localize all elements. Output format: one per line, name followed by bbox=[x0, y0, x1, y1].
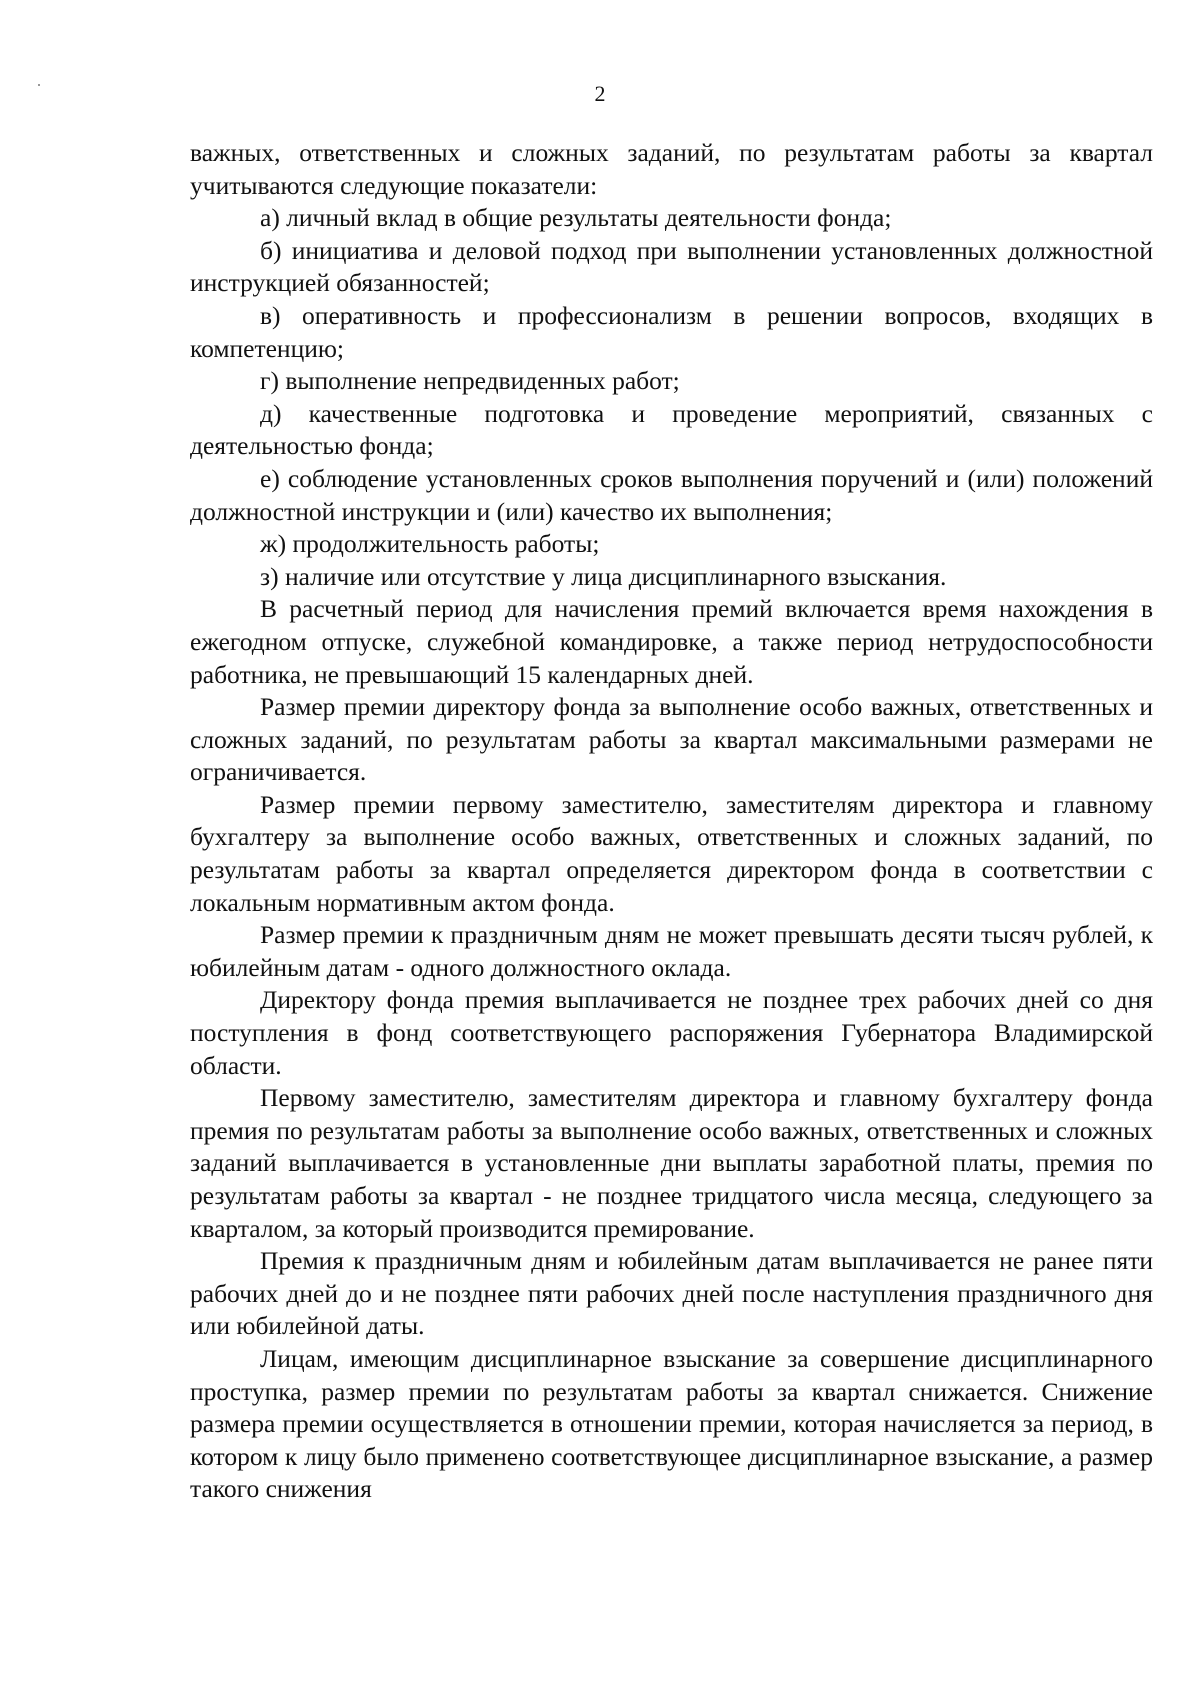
paragraph-holiday-payment-term: Премия к праздничным дням и юбилейным датам выплачивается не ранее пяти рабочих дней до и не позднее пяти рабочих дней после наступления праздничного дня или юбилейной даты. bbox=[190, 1246, 1153, 1341]
paragraph-deputies-payment-term: Первому заместителю, заместителям директора и главному бухгалтеру фонда премия по результатам работы за выполнение особо важных, ответственных и сложных заданий выплачивается в установленные дни выплаты заработной платы, премия по результатам работы за квартал - не позднее тридцатого числа месяца, следующего за кварталом, за который производится премирование. bbox=[190, 1083, 1153, 1243]
list-item-d: д) качественные подготовка и проведение мероприятий, связанных с деятельностью фонда; bbox=[190, 398, 1153, 461]
paragraph-director-payment-term: Директору фонда премия выплачивается не позднее трех рабочих дней со дня поступления в фонд соответствующего распоряжения Губернатора Владимирской области. bbox=[190, 985, 1153, 1080]
paragraph-director-bonus-size: Размер премии директору фонда за выполнение особо важных, ответственных и сложных заданий, по результатам работы за квартал максимальными размерами не ограничивается. bbox=[190, 692, 1153, 787]
paragraph-holiday-bonus-size: Размер премии к праздничным дням не может превышать десяти тысяч рублей, к юбилейным датам - одного должностного оклада. bbox=[190, 920, 1153, 982]
page-number: 2 bbox=[594, 81, 606, 106]
paragraph-disciplinary-reduction: Лицам, имеющим дисциплинарное взыскание за совершение дисциплинарного проступка, размер премии по результатам работы за квартал снижается. Снижение размера премии осуществляется в отношении премии, которая начисляется за период, в котором к лицу было применено соответствующее дисциплинарное взыскание, а размер такого снижения bbox=[190, 1343, 1153, 1504]
list-item-b: б) инициатива и деловой подход при выполнении установленных должностной инструкцией обязанностей; bbox=[190, 235, 1153, 298]
list-item-a: а) личный вклад в общие результаты деятельности фонда; bbox=[260, 203, 892, 233]
list-item-v: в) оперативность и профессионализм в решении вопросов, входящих в компетенцию; bbox=[190, 300, 1153, 363]
paragraph-deputies-bonus-size: Размер премии первому заместителю, заместителям директора и главному бухгалтеру за выполнение особо важных, ответственных и сложных заданий, по результатам работы за квартал определяется директором фонда в соответствии с локальным нормативным актом фонда. bbox=[190, 789, 1153, 917]
list-item-zh: ж) продолжительность работы; bbox=[260, 529, 600, 559]
paragraph-calculation-period: В расчетный период для начисления премий включается время нахождения в ежегодном отпуске, служебной командировке, а также период нетрудоспособности работника, не превышающий 15 календарных дней. bbox=[190, 594, 1153, 689]
list-item-g: г) выполнение непредвиденных работ; bbox=[260, 366, 680, 396]
document-body bbox=[190, 137, 1153, 1506]
list-item-z: з) наличие или отсутствие у лица дисциплинарного взыскания. bbox=[260, 561, 947, 591]
list-item-e: е) соблюдение установленных сроков выполнения поручений и (или) положений должностной инструкции и (или) качество их выполнения; bbox=[190, 463, 1153, 526]
paragraph-continuation: важных, ответственных и сложных заданий, по результатам работы за квартал учитываются следующие показатели: bbox=[190, 138, 1153, 200]
